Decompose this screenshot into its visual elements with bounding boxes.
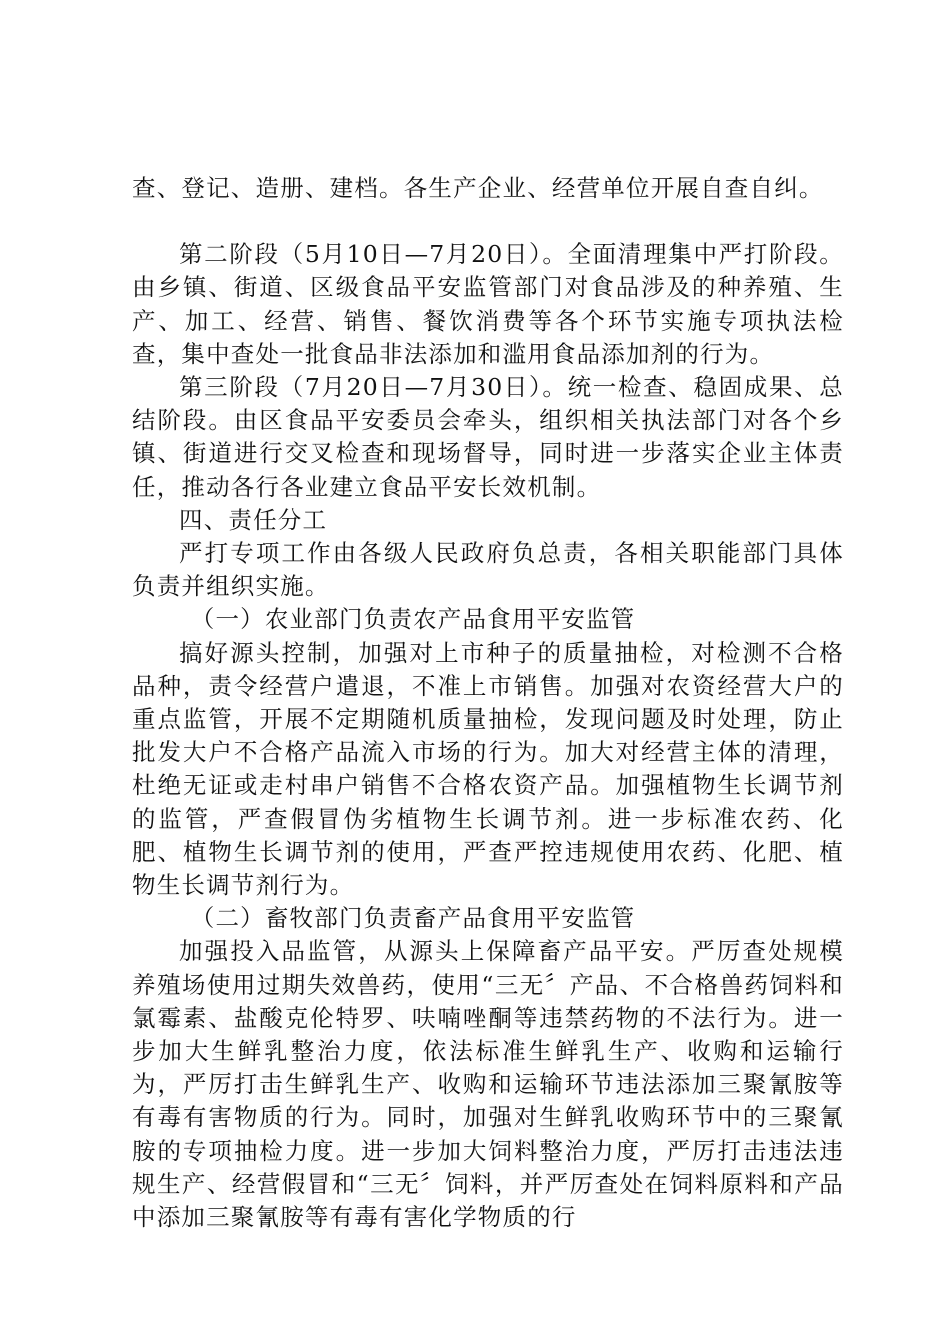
subheading-livestock: （二）畜牧部门负责畜产品食用平安监管 [190,904,636,933]
paragraph-stage-three: 第三阶段（7月20日—7月30日）。统一检查、稳固成果、总结阶段。由区食品平安委员会牵头，组织相关执法部门对各个乡镇、街道进行交叉检查和现场督导，同时进一步落实企业主体责任，推动各行各业建立食品平安长效机制。 [132,373,844,501]
document-body [132,172,844,1234]
section-heading-responsibility: 四、责任分工 [179,505,328,534]
paragraph-responsibility: 严打专项工作由各级人民政府负总责，各相关职能部门具体负责并组织实施。 [132,539,844,601]
paragraph-agriculture: 搞好源头控制，加强对上市种子的质量抽检，对检测不合格品种，责令经营户遣退，不准上市销售。加强对农资经营大户的重点监管，开展不定期随机质量抽检，发现问题及时处理，防止批发大户不合格产品流入市场的行为。加大对经营主体的清理，杜绝无证或走村串户销售不合格农资产品。加强植物生长调节剂的监管，严查假冒伪劣植物生长调节剂。进一步标准农药、化肥、植物生长调节剂的使用，严查严控违规使用农药、化肥、植物生长调节剂行为。 [132,638,844,900]
subheading-agriculture: （一）农业部门负责农产品食用平安监管 [190,605,636,634]
paragraph-livestock: 加强投入品监管，从源头上保障畜产品平安。严厉查处规模养殖场使用过期失效兽药，使用“三无〞产品、不合格兽药饲料和氯霉素、盐酸克伦特罗、呋喃唑酮等违禁药物的不法行为。进一步加大生鲜乳整治力度，依法标准生鲜乳生产、收购和运输行为，严厉打击生鲜乳生产、收购和运输环节违法添加三聚氰胺等有毒有害物质的行为。同时，加强对生鲜乳收购环节中的三聚氰胺的专项抽检力度。进一步加大饲料整治力度，严厉打击违法违规生产、经营假冒和“三无〞饲料，并严厉查处在饲料原料和产品中添加三聚氰胺等有毒有害化学物质的行 [132,937,844,1232]
paragraph-stage-two: 第二阶段（5月10日—7月20日）。全面清理集中严打阶段。由乡镇、街道、区级食品平安监管部门对食品涉及的种养殖、生产、加工、经营、销售、餐饮消费等各个环节实施专项执法检查，集中查处一批食品非法添加和滥用食品添加剂的行为。 [132,240,844,368]
paragraph-continuation: 查、登记、造册、建档。各生产企业、经营单位开展自查自纠。 [132,174,824,202]
